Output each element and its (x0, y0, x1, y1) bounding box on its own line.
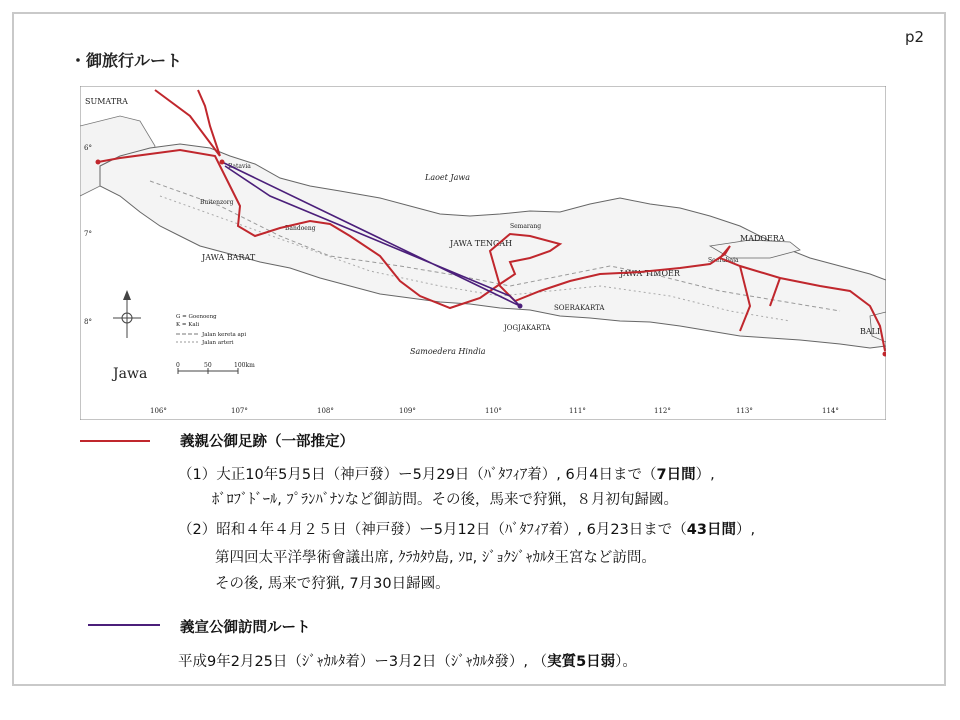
label-jawa-barat: JAWA BARAT (202, 253, 256, 262)
label-batavia: Batavia (228, 163, 251, 170)
lon-106: 106° (150, 407, 167, 415)
label-jogjakarta: JOGJAKARTA (504, 324, 551, 332)
label-sumatra: SUMATRA (85, 97, 128, 106)
lon-107: 107° (231, 407, 248, 415)
red-route-legend-line (80, 440, 150, 442)
label-jawa-timoer: JAWA TIMOER (620, 269, 680, 278)
scale-100: 100km (234, 362, 255, 369)
label-bali: BALI (860, 327, 881, 336)
red-item1-line2: ﾎﾞﾛﾌﾞﾄﾞｰﾙ, ﾌﾟﾗﾝﾊﾞﾅﾝなど御訪問。その後，馬来で狩猟，８月初旬歸國。 (212, 492, 678, 508)
red-item2-line1-a: （2）昭和４年４月２５日（神戸發）ー5月12日（ﾊﾞﾀﾌｨｱ着）, 6月23日まで（ (178, 522, 687, 538)
label-madoera: MADOERA (740, 234, 785, 243)
lon-114: 114° (822, 407, 839, 415)
marker-krakatau (96, 160, 101, 165)
purple-route-title: 義宣公御訪問ルート (180, 620, 311, 636)
lat-8: 8° (84, 318, 92, 326)
lon-110: 110° (485, 407, 502, 415)
lon-113: 113° (736, 407, 753, 415)
label-jawa-tengah: JAWA TENGAH (450, 239, 513, 248)
red-item1-days: 7日間 (656, 467, 696, 483)
java-route-map (80, 86, 886, 420)
lon-108: 108° (317, 407, 334, 415)
label-jawa: Jawa (113, 366, 148, 382)
legend-k: K = Kali (176, 322, 200, 328)
legend-g: G = Goenoeng (176, 314, 217, 320)
purple-line1 (178, 650, 637, 671)
lon-111: 111° (569, 407, 586, 415)
page-title: ・御旅行ルート (70, 51, 183, 70)
purple-line1-b: ）。 (615, 654, 637, 670)
label-buitenzorg: Buitenzorg (200, 199, 234, 206)
label-semarang: Semarang (510, 223, 542, 230)
red-item2-line3: その後, 馬来で狩猟, 7月30日歸國。 (215, 576, 450, 592)
red-item2-line1-b: ）, (735, 522, 756, 538)
red-item2-days: 43日間 (686, 522, 736, 538)
red-item2-line1 (178, 518, 755, 539)
lat-7: 7° (84, 230, 92, 238)
red-item1-line1 (178, 463, 715, 484)
scale-50: 50 (204, 362, 212, 369)
red-route-title: 義親公御足跡（一部推定） (180, 434, 354, 450)
lon-112: 112° (654, 407, 671, 415)
purple-route-legend-line (88, 624, 160, 626)
legend-road: Jalan arteri (202, 340, 234, 346)
purple-days: 実質5日弱 (547, 654, 616, 670)
label-samoedera: Samoedera Hindia (410, 347, 486, 356)
red-item1-line1-a: （1）大正10年5月5日（神戸發）ー5月29日（ﾊﾞﾀﾌｨｱ着）, 6月4日まで（ (178, 467, 657, 483)
lon-109: 109° (399, 407, 416, 415)
purple-line1-a: 平成9年2月25日（ｼﾞｬｶﾙﾀ着）ー3月2日（ｼﾞｬｶﾙﾀ發）, （ (178, 654, 548, 670)
red-item1-line1-b: ）, (695, 467, 715, 483)
scale-0: 0 (176, 362, 180, 369)
legend-rail: Jalan kereta api (202, 332, 247, 338)
red-item2-line2: 第四回太平洋學術會議出席, ｸﾗｶﾀｳ島, ｿﾛ, ｼﾞｮｸｼﾞｬｶﾙﾀ王宮など訪問。 (215, 550, 656, 566)
label-laoet-jawa: Laoet Jawa (425, 173, 470, 182)
label-bandoeng: Bandoeng (285, 225, 316, 232)
marker-batavia (220, 160, 225, 165)
lat-6: 6° (84, 144, 92, 152)
marker-jogjakarta (518, 304, 523, 309)
page-number: p2 (905, 28, 925, 46)
label-soerakarta: SOERAKARTA (554, 304, 605, 312)
label-soerabaja: Soerabaja (708, 257, 739, 264)
